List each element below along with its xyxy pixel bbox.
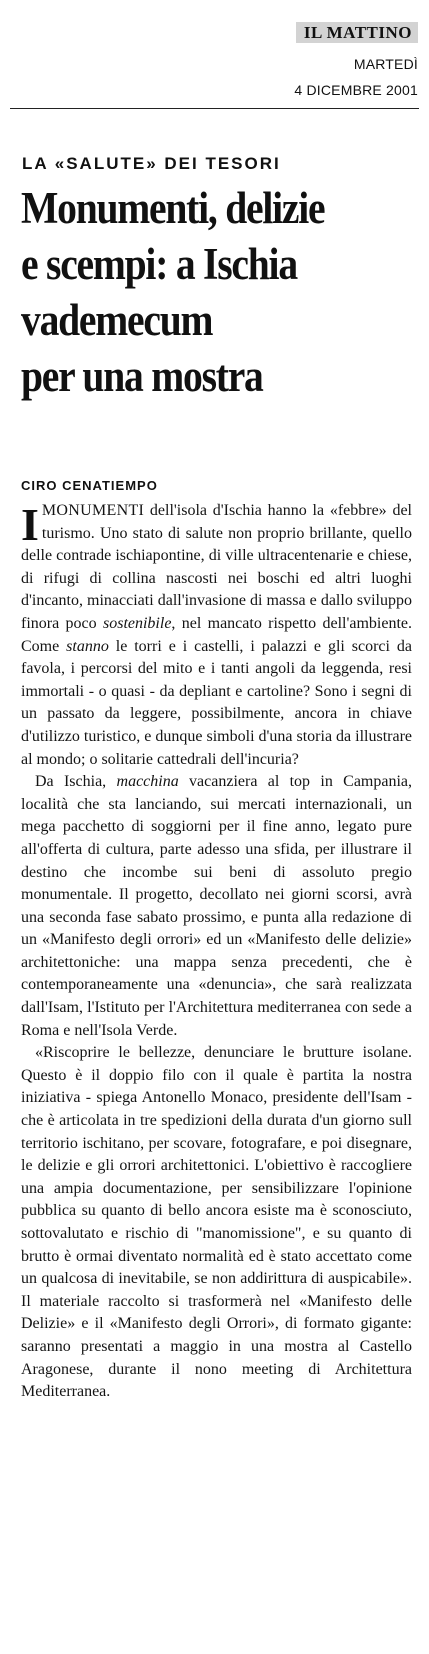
article-paragraph: IMONUMENTI dell'isola d'Ischia hanno la «febbre» del turismo. Uno stato di salute non proprio brillante, quello delle contrade ischiapontine, di ville ultracentenarie e chiese, di rifugi di collina nascosti nei boschi ed altri luoghi d'incanto, minacciati dall'invasione di massa e dallo sviluppo finora poco sostenibile, nel mancato rispetto dell'ambiente. Come stanno le torri e i castelli, i palazzi e gli scorci da favola, i percorsi del mito e i tanti angoli da leggenda, resi immortali - o quasi - da depliant e cartoline? Sono i segni di un passato da leggere, possibilmente, ancora in chiave d'utilizzo turistico, e dunque simboli d'una storia da illustrare al mondo; o solitarie cattedrali dell'incuria?	[21, 499, 413, 768]
headline	[21, 180, 373, 404]
headline-line: per una mostra	[21, 351, 263, 401]
masthead-rule	[10, 108, 419, 109]
newspaper-name: IL MATTINO	[296, 22, 418, 43]
byline: CIRO CENATIEMPO	[21, 478, 158, 493]
article-paragraph: «Riscoprire le bellezze, denunciare le brutture isolane. Questo è il doppio filo con il quale è partita la nostra iniziativa - spiega Antonello Monaco, presidente dell'Isam - che è articolata in tre spedizioni della durata d'un giorno sull territorio ischitano, per scovare, fotografare, e poi disegnare, le delizie e gli orrori architettonici. L'obiettivo è raccogliere una ampia documentazione, per sensibilizzare l'opinione pubblica su quanto di bello ancora esiste ma è sconosciuto, sottovalutato e rischio di "manomissione", e su quanto di brutto è ormai diventato normalità ed è stato accettato come un qualcosa di inevitabile, se non addirittura di auspicabile». Il materiale raccolto si trasformerà nel «Manifesto delle Delizie» e il «Manifesto degli Orrori», di formato gigante: saranno presentati a maggio in una mostra al Castello Aragonese, durante il nono meeting di Architettura Mediterranea.	[21, 1044, 412, 1401]
headline-line: e scempi: a Ischia	[21, 239, 297, 289]
drop-cap: I	[21, 499, 39, 550]
publication-weekday: MARTEDÌ	[353, 56, 418, 72]
headline-line: Monumenti, delizie	[21, 183, 325, 233]
kicker: LA «SALUTE» DEI TESORI	[22, 154, 281, 173]
headline-line: vademecum	[21, 295, 213, 345]
masthead	[0, 0, 429, 116]
article-body	[21, 500, 412, 1404]
article-paragraph: Da Ischia, macchina vacanziera al top in Campania, località che sta lanciando, sui mercati internazionali, un mega pacchetto di soggiorni per il fine anno, legato pure all'offerta di cultura, parte adesso una sfida, per illustrare il destino che incombe sui beni di assoluto pregio monumentale. Il progetto, decollato nei giorni scorsi, avrà una seconda fase sabato prossimo, e punta alla redazione di un «Manifesto degli orrori» ed un «Manifesto delle delizie» architettoniche: una mappa senza precedenti, che è contemporaneamente una «denuncia», che sarà realizzata dall'Isam, l'Istituto per l'Architettura mediterranea con sede a Roma e nell'Isola Verde.	[21, 773, 413, 1039]
lead-word: MONUMENTI	[41, 502, 145, 519]
publication-date: 4 DICEMBRE 2001	[294, 82, 418, 98]
